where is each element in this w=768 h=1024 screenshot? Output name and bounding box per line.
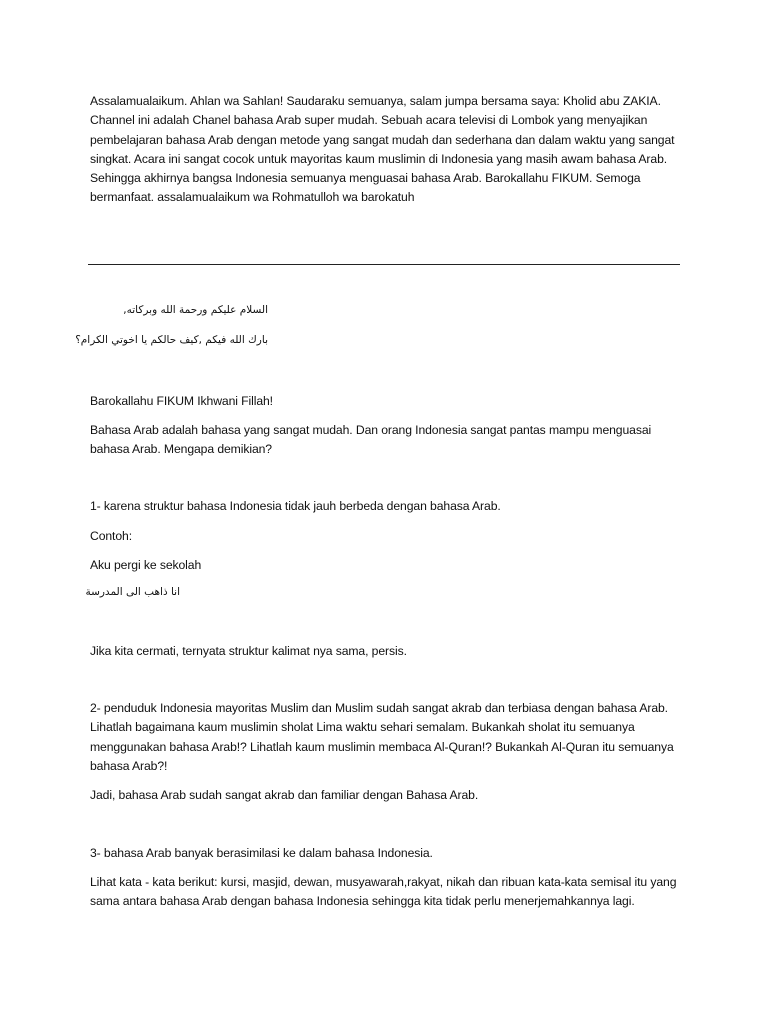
intro-paragraph: Assalamualaikum. Ahlan wa Sahlan! Saudaraku semuanya, salam jumpa bersama saya: Kholid abu ZAKIA. Channel ini adalah Chanel bahasa Arab super mudah. Sebuah acara televisi di Lombok yang menyajikan pembelajaran bahasa Arab dengan metode yang sangat mudah dan sederhana dan dalam waktu yang sangat singkat. Acara ini sangat cocok untuk mayoritas kaum muslimin di Indonesia yang masih awam bahasa Arab. Sehingga akhirnya bangsa Indonesia semuanya menguasai bahasa Arab. Barokallahu FIKUM. Semoga bermanfaat. assalamualaikum wa Rohmatulloh wa barokatuh — [90, 94, 675, 205]
arabic-greeting-line: بارك الله فيكم ,كيف حالكم يا اخوتي الكرام؟ — [75, 334, 268, 346]
example-indonesian: Aku pergi ke sekolah — [90, 558, 202, 572]
greeting-line: Barokallahu FIKUM Ikhwani Fillah! — [90, 394, 273, 408]
point-1: 1- karena struktur bahasa Indonesia tidak jauh berbeda dengan bahasa Arab. — [90, 499, 501, 513]
thesis-paragraph: Bahasa Arab adalah bahasa yang sangat mudah. Dan orang Indonesia sangat pantas mampu menguasai bahasa Arab. Mengapa demikian? — [90, 423, 652, 457]
horizontal-divider — [88, 264, 680, 265]
arabic-salam-line: السلام عليكم ورحمة الله وبركاته, — [123, 304, 268, 316]
point-3-detail: Lihat kata - kata berikut: kursi, masjid, dewan, musyawarah,rakyat, nikah dan ribuan kata-kata semisal itu yang sama antara bahasa Arab dengan bahasa Indonesia sehingga kita tidak perlu menerjemahkannya lagi. — [90, 875, 677, 909]
example-arabic: انا ذاهب الى المدرسة — [85, 586, 180, 598]
point-1-conclusion: Jika kita cermati, ternyata struktur kalimat nya sama, persis. — [90, 644, 407, 658]
point-2: 2- penduduk Indonesia mayoritas Muslim dan Muslim sudah sangat akrab dan terbiasa dengan bahasa Arab. Lihatlah bagaimana kaum muslimin sholat Lima waktu sehari semalam. Bukankah sholat itu semuanya menggunakan bahasa Arab!? Lihatlah kaum muslimin membaca Al-Quran!? Bukankah Al-Quran itu semuanya bahasa Arab?! — [90, 701, 674, 773]
example-label: Contoh: — [90, 529, 132, 543]
point-2-conclusion: Jadi, bahasa Arab sudah sangat akrab dan familiar dengan Bahasa Arab. — [90, 788, 479, 802]
point-3: 3- bahasa Arab banyak berasimilasi ke dalam bahasa Indonesia. — [90, 846, 433, 860]
